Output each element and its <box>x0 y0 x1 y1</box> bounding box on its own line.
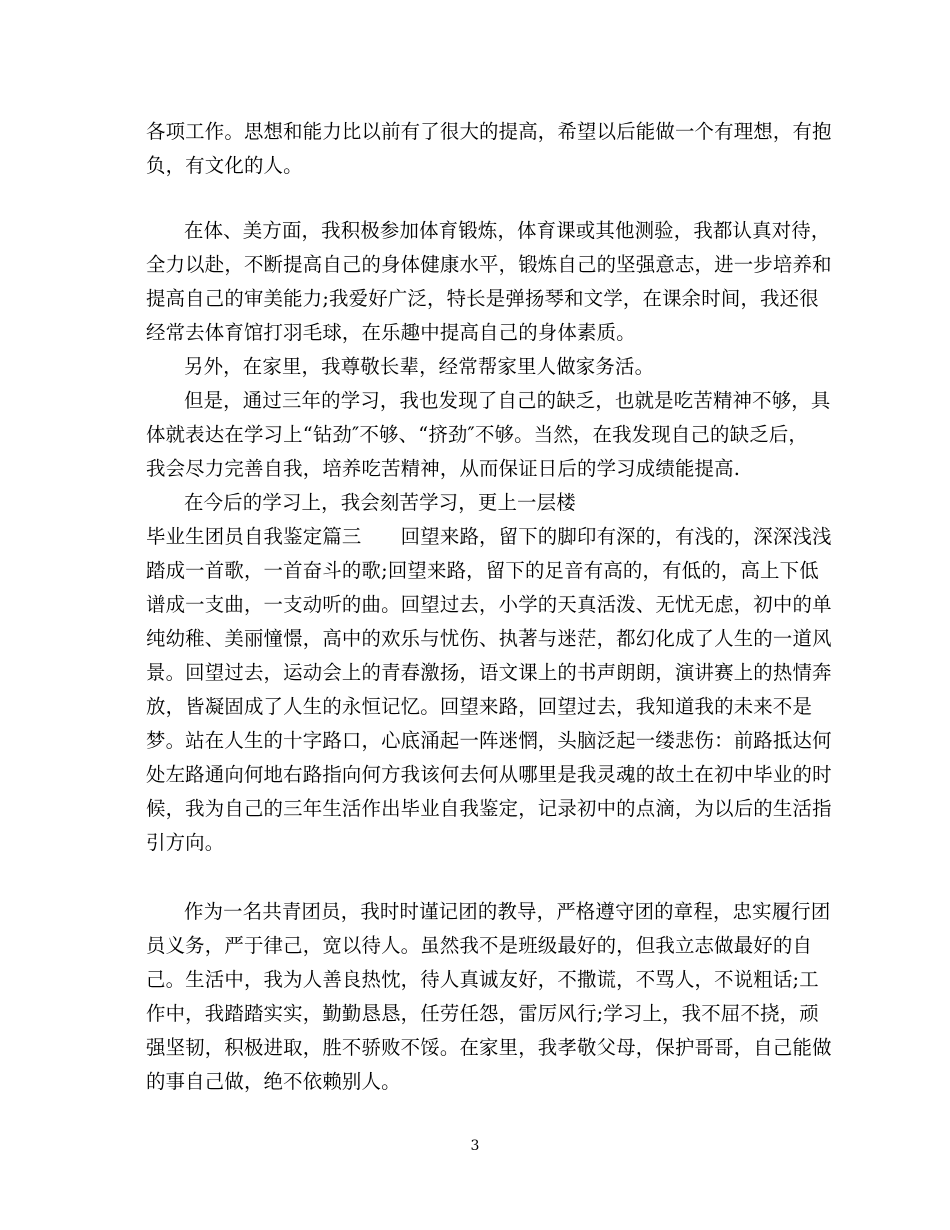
text-line: 谱成一支曲，一支动听的曲。回望过去，小学的天真活泼、无忧无虑，初中的单 <box>146 593 832 616</box>
text-line: 梦。站在人生的十字路口，心底涌起一阵迷惘，头脑泛起一缕悲伤：前路抵达何 <box>146 729 832 752</box>
text-line: 放，皆凝固成了人生的永恒记忆。回望来路，回望过去，我知道我的未来不是 <box>146 695 813 718</box>
text-line: 负，有文化的人。 <box>146 154 303 177</box>
text-line: 我会尽力完善自我，培养吃苦精神，从而保证日后的学习成绩能提高. <box>146 457 741 480</box>
text-line: 景。回望过去，运动会上的青春激扬，语文课上的书声朗朗，演讲赛上的热情奔 <box>146 661 832 684</box>
text-line: 候，我为自己的三年生活作出毕业自我鉴定，记录初中的点滴，为以后的生活指 <box>146 797 832 820</box>
text-line: 经常去体育馆打羽毛球，在乐趣中提高自己的身体素质。 <box>146 321 636 344</box>
text-line: 己。生活中，我为人善良热忱，待人真诚友好，不撒谎，不骂人，不说粗话;工 <box>146 968 819 991</box>
text-line: 处左路通向何地右路指向何方我该何去何从哪里是我灵魂的故土在初中毕业的时 <box>146 763 832 786</box>
text-line: 作为一名共青团员，我时时谨记团的教导，严格遵守团的章程，忠实履行团 <box>184 900 831 923</box>
text-line: 在体、美方面，我积极参加体育锻炼，体育课或其他测验，我都认真对待， <box>184 219 831 242</box>
text-line: 提高自己的审美能力;我爱好广泛，特长是弹扬琴和文学，在课余时间，我还很 <box>146 287 819 310</box>
text-line: 踏成一首歌，一首奋斗的歌;回望来路，留下的足音有高的，有低的，高上下低 <box>146 559 819 582</box>
text-line: 作中，我踏踏实实，勤勤恳恳，任劳任怨，雷厉风行;学习上，我不屈不挠，顽 <box>146 1002 819 1025</box>
text-line: 但是，通过三年的学习，我也发现了自己的缺乏，也就是吃苦精神不够，具 <box>184 389 831 412</box>
text-line: 毕业生团员自我鉴定篇三 回望来路，留下的脚印有深的，有浅的，深深浅浅 <box>146 525 832 548</box>
text-line: 在今后的学习上，我会刻苦学习，更上一层楼 <box>184 491 576 514</box>
text-line: 员义务，严于律己，宽以待人。虽然我不是班级最好的，但我立志做最好的自 <box>146 934 813 957</box>
text-line: 纯幼稚、美丽憧憬，高中的欢乐与忧伤、执著与迷茫，都幻化成了人生的一道风 <box>146 627 832 650</box>
text-line: 另外，在家里，我尊敬长辈，经常帮家里人做家务活。 <box>184 355 655 378</box>
text-line: 的事自己做，绝不依赖别人。 <box>146 1070 401 1093</box>
page-number: 3 <box>470 1138 480 1154</box>
text-line: 引方向。 <box>146 831 225 854</box>
text-line: 体就表达在学习上“钻劲″不够、“挤劲″不够。当然，在我发现自己的缺乏后， <box>146 423 809 446</box>
text-line: 强坚韧，积极进取，胜不骄败不馁。在家里，我孝敬父母，保护哥哥，自己能做 <box>146 1036 832 1059</box>
text-line: 各项工作。思想和能力比以前有了很大的提高，希望以后能做一个有理想，有抱 <box>146 120 832 143</box>
text-line: 全力以赴，不断提高自己的身体健康水平，锻炼自己的坚强意志，进一步培养和 <box>146 253 832 276</box>
